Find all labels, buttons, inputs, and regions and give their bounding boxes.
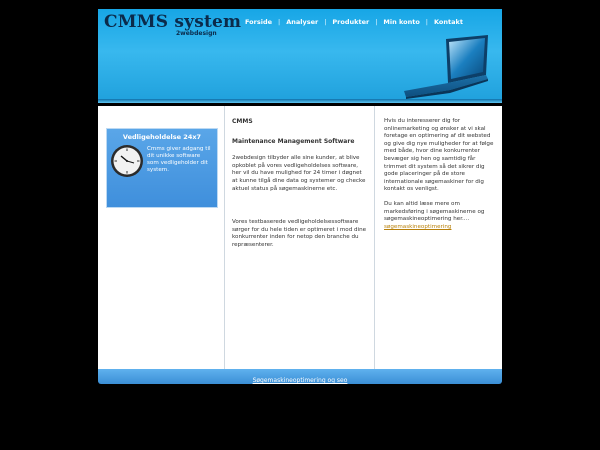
nav-min-konto[interactable]: Min konto	[383, 18, 420, 26]
column-divider	[224, 106, 225, 369]
header	[98, 9, 502, 103]
main-paragraph-2: Vores testbaserede vedligeholdelsessoftware sørger for du hele tiden er optimeret i mod dine konkurrenter inden for netop den branche du repræsenterer.	[232, 219, 367, 248]
right-column	[384, 118, 494, 238]
right-paragraph-1: Hvis du interesserer dig for onlinemarketing og ønsker at vi skal foretage en optimering af dit websted og give dig nye muligheder for at følge med både, hvor dine konkurrenter bevæger sig hen og samtidig får trimmet dit system så det sikrer dig gode placeringer på de store internationale søgemaskiner for dig kontakt os venligst.	[384, 118, 494, 193]
header-divider	[98, 99, 502, 103]
maintenance-box-title: Vedligeholdelse 24x7	[122, 133, 202, 141]
content-area	[98, 106, 502, 369]
seo-link[interactable]: søgemaskineoptimering	[384, 223, 452, 230]
main-paragraph-1: 2webdesign tilbyder alle sine kunder, at blive opkoblet på vores vedligeholdelses software, her vil du have mulighed for 24 timer i døgnet at kunne tilgå dine data og systemer og checke aktuel status på søgemaskinerne etc.	[232, 155, 366, 192]
main-subheading: Maintenance Management Software	[232, 137, 355, 145]
nav-separator: |	[324, 18, 327, 26]
footer	[98, 369, 502, 384]
right-paragraph-2: Du kan altid læse mere om markedsføring i søgemaskinerne og søgemaskineoptimering her....	[384, 200, 485, 223]
main-heading: CMMS	[232, 118, 253, 125]
logo-subtitle: 2webdesign	[176, 30, 217, 37]
nav-separator: |	[278, 18, 281, 26]
page	[98, 9, 502, 385]
nav-separator: |	[425, 18, 428, 26]
clock-icon	[109, 143, 145, 179]
nav-forside[interactable]: Forside	[245, 18, 273, 26]
column-divider	[374, 106, 375, 369]
footer-link[interactable]: Søgemaskineoptimering og seo	[252, 377, 348, 384]
laptop-icon	[398, 35, 494, 101]
main-column	[232, 118, 368, 276]
nav-separator: |	[375, 18, 378, 26]
nav-produkter[interactable]: Produkter	[332, 18, 370, 26]
maintenance-box	[106, 128, 218, 208]
logo-title[interactable]: CMMS system	[104, 12, 242, 32]
nav-kontakt[interactable]: Kontakt	[434, 18, 463, 26]
main-nav	[243, 18, 465, 26]
nav-analyser[interactable]: Analyser	[286, 18, 319, 26]
maintenance-box-text: Cmms giver adgang til dit unikke software som vedligeholder dit system.	[147, 146, 211, 173]
